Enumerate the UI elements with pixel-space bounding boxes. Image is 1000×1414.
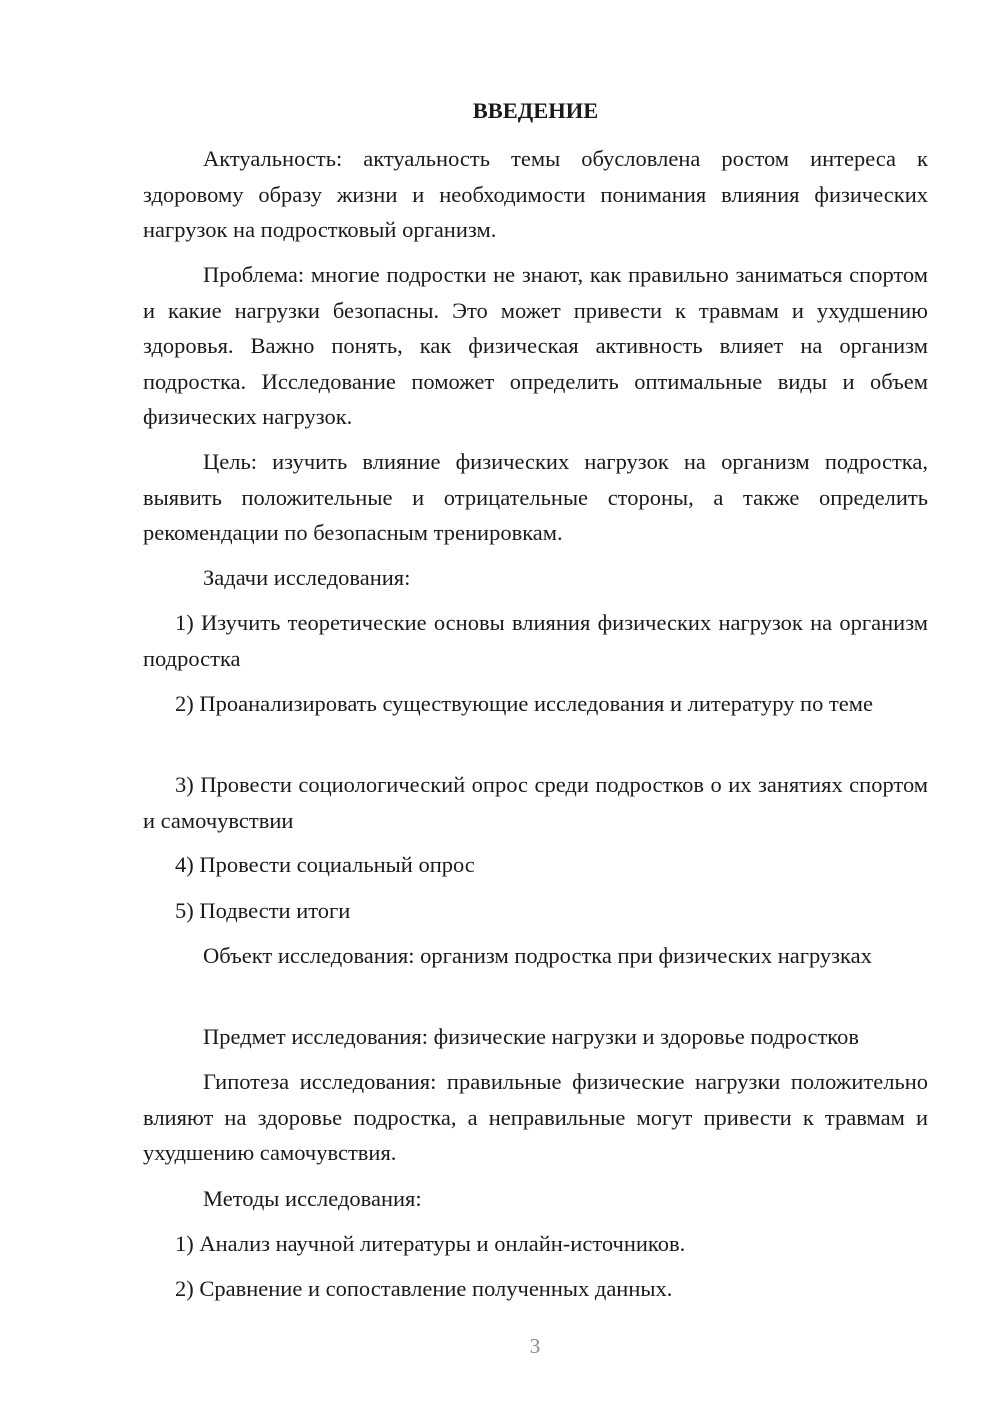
paragraph-relevance: Актуальность: актуальность темы обусловлена ростом интереса к здоровому образу жизни и необходимости понимания влияния физических нагрузок на подростковый организм. — [143, 146, 928, 242]
list-item-task-3: 3) Провести социологический опрос среди подростков о их занятиях спортом и самочувствии — [143, 772, 928, 833]
section-heading: ВВЕДЕНИЕ — [472, 98, 599, 123]
paragraph-subject: Предмет исследования: физические нагрузки и здоровье подростков — [203, 1024, 859, 1049]
paragraph-hypothesis: Гипотеза исследования: правильные физические нагрузки положительно влияют на здоровье подростка, а неправильные могут привести к травмам и ухудшению самочувствия. — [143, 1069, 928, 1165]
list-item-method-2: 2) Сравнение и сопоставление полученных данных. — [175, 1276, 673, 1301]
paragraph-tasks-title: Задачи исследования: — [203, 565, 411, 590]
page-number: 3 — [529, 1334, 541, 1358]
list-item-task-1: 1) Изучить теоретические основы влияния физических нагрузок на организм подростка — [143, 610, 928, 671]
list-item-task-2: 2) Проанализировать существующие исследования и литературу по теме — [175, 691, 873, 716]
paragraph-object: Объект исследования: организм подростка при физических нагрузках — [203, 943, 872, 968]
paragraph-goal: Цель: изучить влияние физических нагрузок на организм подростка, выявить положительные и отрицательные стороны, а также определить рекомендации по безопасным тренировкам. — [143, 449, 928, 545]
list-item-task-5: 5) Подвести итоги — [175, 898, 351, 923]
paragraph-problem: Проблема: многие подростки не знают, как правильно заниматься спортом и какие нагрузки безопасны. Это может привести к травмам и ухудшению здоровья. Важно понять, как физическая активность влияет на организм подростка. Исследование поможет определить оптимальные виды и объем физических нагрузок. — [143, 262, 928, 429]
paragraph-methods-title: Методы исследования: — [203, 1186, 422, 1211]
list-item-method-1: 1) Анализ научной литературы и онлайн-источников. — [175, 1231, 686, 1256]
list-item-task-4: 4) Провести социальный опрос — [175, 852, 475, 877]
